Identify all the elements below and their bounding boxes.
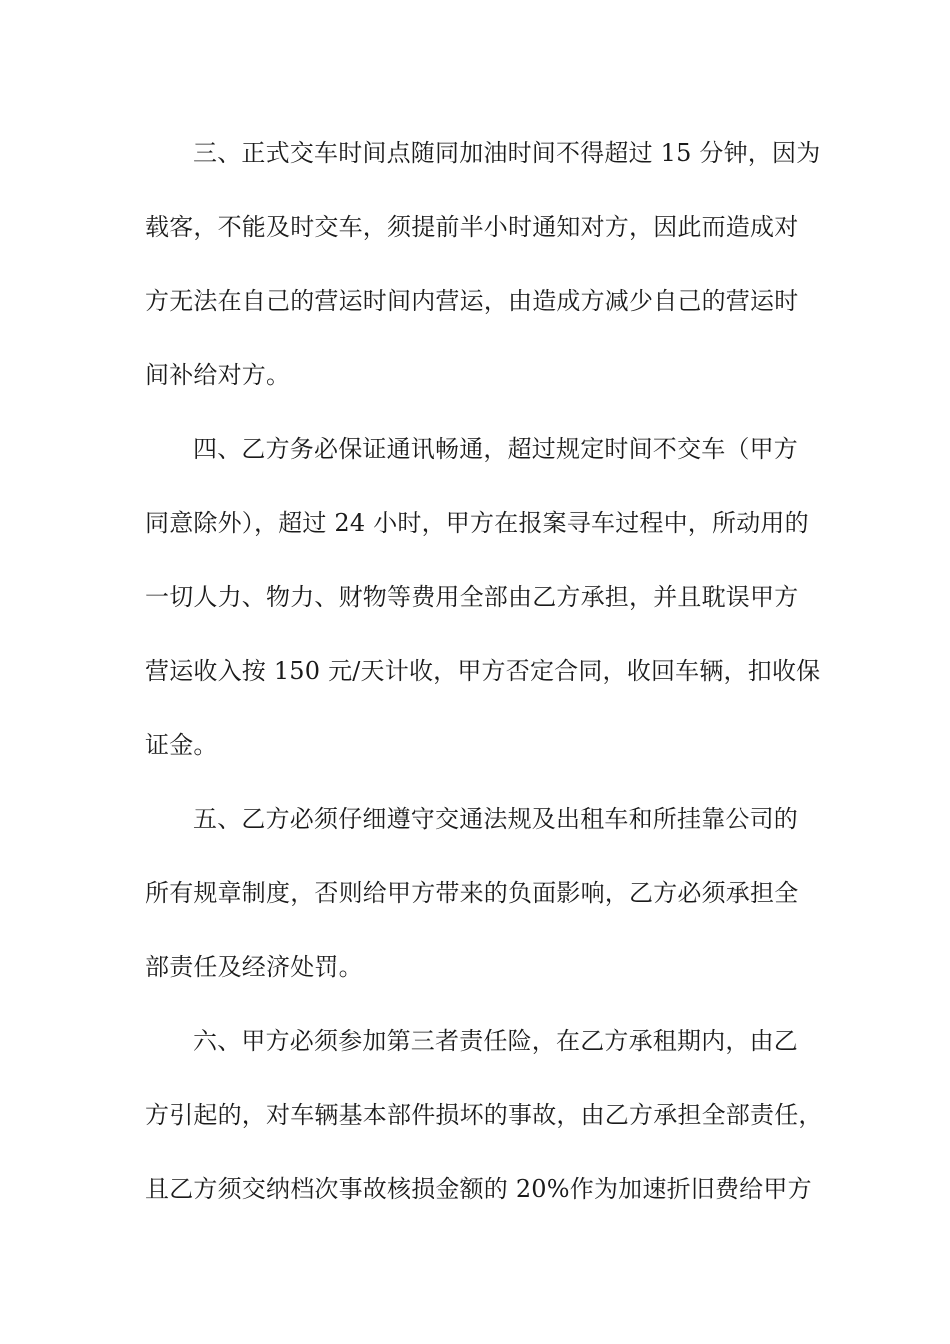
text-line: 六、甲方必须参加第三者责任险，在乙方承租期内，由乙 xyxy=(193,1027,798,1055)
text-line: 方引起的，对车辆基本部件损坏的事故，由乙方承担全部责任， xyxy=(145,1101,823,1129)
text-line: 一切人力、物力、财物等费用全部由乙方承担，并且耽误甲方 xyxy=(145,583,799,611)
text-line: 且乙方须交纳档次事故核损金额的 20%作为加速折旧费给甲方 xyxy=(145,1175,812,1203)
text-line: 同意除外），超过 24 小时，甲方在报案寻车过程中，所动用的 xyxy=(145,509,809,537)
paragraph-5 xyxy=(145,782,810,1004)
text-line: 所有规章制度，否则给甲方带来的负面影响，乙方必须承担全 xyxy=(145,879,799,907)
text-line: 载客，不能及时交车，须提前半小时通知对方，因此而造成对 xyxy=(145,213,799,241)
text-line: 证金。 xyxy=(145,731,218,759)
text-line: 五、乙方必须仔细遵守交通法规及出租车和所挂靠公司的 xyxy=(193,805,798,833)
text-line: 三、正式交车时间点随同加油时间不得超过 15 分钟，因为 xyxy=(193,139,821,167)
text-line: 间补给对方。 xyxy=(145,361,291,389)
paragraph-4 xyxy=(145,412,821,782)
text-line: 四、乙方务必保证通讯畅通，超过规定时间不交车（甲方 xyxy=(193,435,798,463)
text-line: 部责任及经济处罚。 xyxy=(145,953,363,981)
text-line: 营运收入按 150 元/天计收，甲方否定合同，收回车辆，扣收保 xyxy=(145,657,821,685)
paragraph-6 xyxy=(145,1004,823,1226)
paragraph-3 xyxy=(145,116,821,412)
document-body xyxy=(145,116,823,1226)
text-line: 方无法在自己的营运时间内营运，由造成方减少自己的营运时 xyxy=(145,287,799,315)
